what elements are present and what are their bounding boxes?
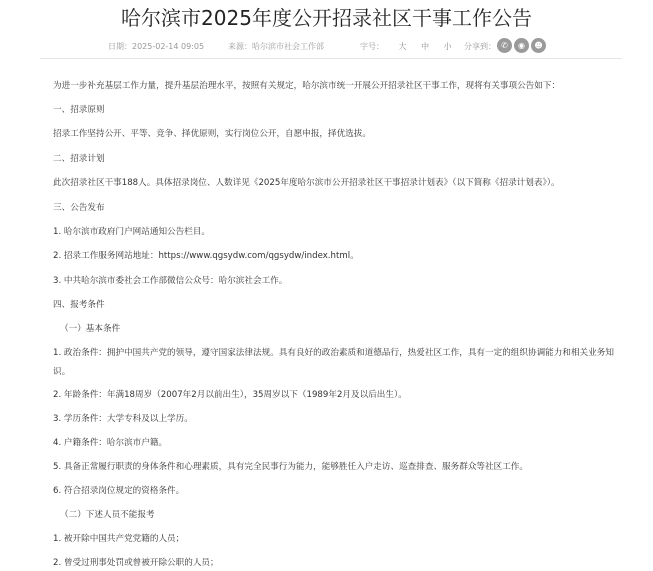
release-item-2: 2. 招录工作服务网站地址：https://www.qgsydw.com/qgsydw/index.html。	[53, 251, 359, 261]
font-size-large-button[interactable]: 大	[398, 42, 407, 51]
page-title: 哈尔滨市2025年度公开招录社区干事工作公告	[121, 6, 532, 30]
share-label: 分享到：	[464, 42, 496, 51]
subheading-excluded: （二）下述人员不能报考	[60, 510, 155, 520]
intro-paragraph: 为进一步补充基层工作力量，提升基层治理水平，按照有关规定，哈尔滨市统一开展公开招录社区干事工作，现将有关事项公告如下：	[53, 81, 561, 91]
weibo-icon[interactable]: ◉	[514, 38, 529, 53]
share-icons	[497, 38, 546, 53]
principles-paragraph: 招录工作坚持公开、平等、竞争、择优原则，实行岗位公开，自愿申报，择优选拔。	[53, 129, 371, 139]
condition-health: 5. 具备正常履行职责的身体条件和心理素质，具有完全民事行为能力，能够胜任入户走访、巡查排查、服务群众等社区工作。	[53, 462, 528, 472]
subheading-basic-conditions: （一）基本条件	[60, 324, 121, 334]
publish-date: 日期：2025-02-14 09:05	[108, 42, 205, 51]
qq-icon[interactable]: ☻	[531, 38, 546, 53]
condition-age: 2. 年龄条件：年满18周岁（2007年2月以前出生），35周岁以下（1989年2月及以后出生）。	[53, 390, 407, 400]
section-heading-plan: 二、招录计划	[53, 154, 105, 164]
excluded-item-2: 2. 曾受过刑事处罚或曾被开除公职的人员；	[53, 558, 219, 568]
font-size-medium-button[interactable]: 中	[421, 42, 430, 51]
section-heading-release: 三、公告发布	[53, 203, 105, 213]
condition-qualification: 6. 符合招录岗位规定的资格条件。	[53, 486, 185, 496]
font-size-control	[360, 42, 464, 52]
condition-education: 3. 学历条件：大学专科及以上学历。	[53, 414, 193, 424]
plan-paragraph: 此次招录社区干事188人。具体招录岗位、人数详见《2025年度哈尔滨市公开招录社区干事招录计划表》（以下简称《招录计划表》）。	[53, 178, 560, 188]
section-heading-principles: 一、招录原则	[53, 105, 105, 115]
wechat-icon[interactable]: ✆	[497, 38, 512, 53]
excluded-item-1: 1. 被开除中国共产党党籍的人员；	[53, 534, 185, 544]
font-size-label: 字号：	[360, 42, 384, 51]
article-meta-bar	[40, 36, 622, 59]
condition-political: 1. 政治条件：拥护中国共产党的领导，遵守国家法律法规。具有良好的政治素质和道德品行，热爱社区工作，具有一定的组织协调能力和相关业务知识。	[53, 348, 614, 377]
release-item-1: 1. 哈尔滨市政府门户网站通知公告栏目。	[53, 227, 211, 237]
section-heading-conditions: 四、报考条件	[53, 300, 105, 310]
condition-residence: 4. 户籍条件：哈尔滨市户籍。	[53, 438, 168, 448]
font-size-small-button[interactable]: 小	[443, 42, 452, 51]
article-source: 来源：哈尔滨市社会工作部	[228, 42, 324, 51]
release-item-3: 3. 中共哈尔滨市委社会工作部微信公众号：哈尔滨社会工作。	[53, 276, 288, 286]
